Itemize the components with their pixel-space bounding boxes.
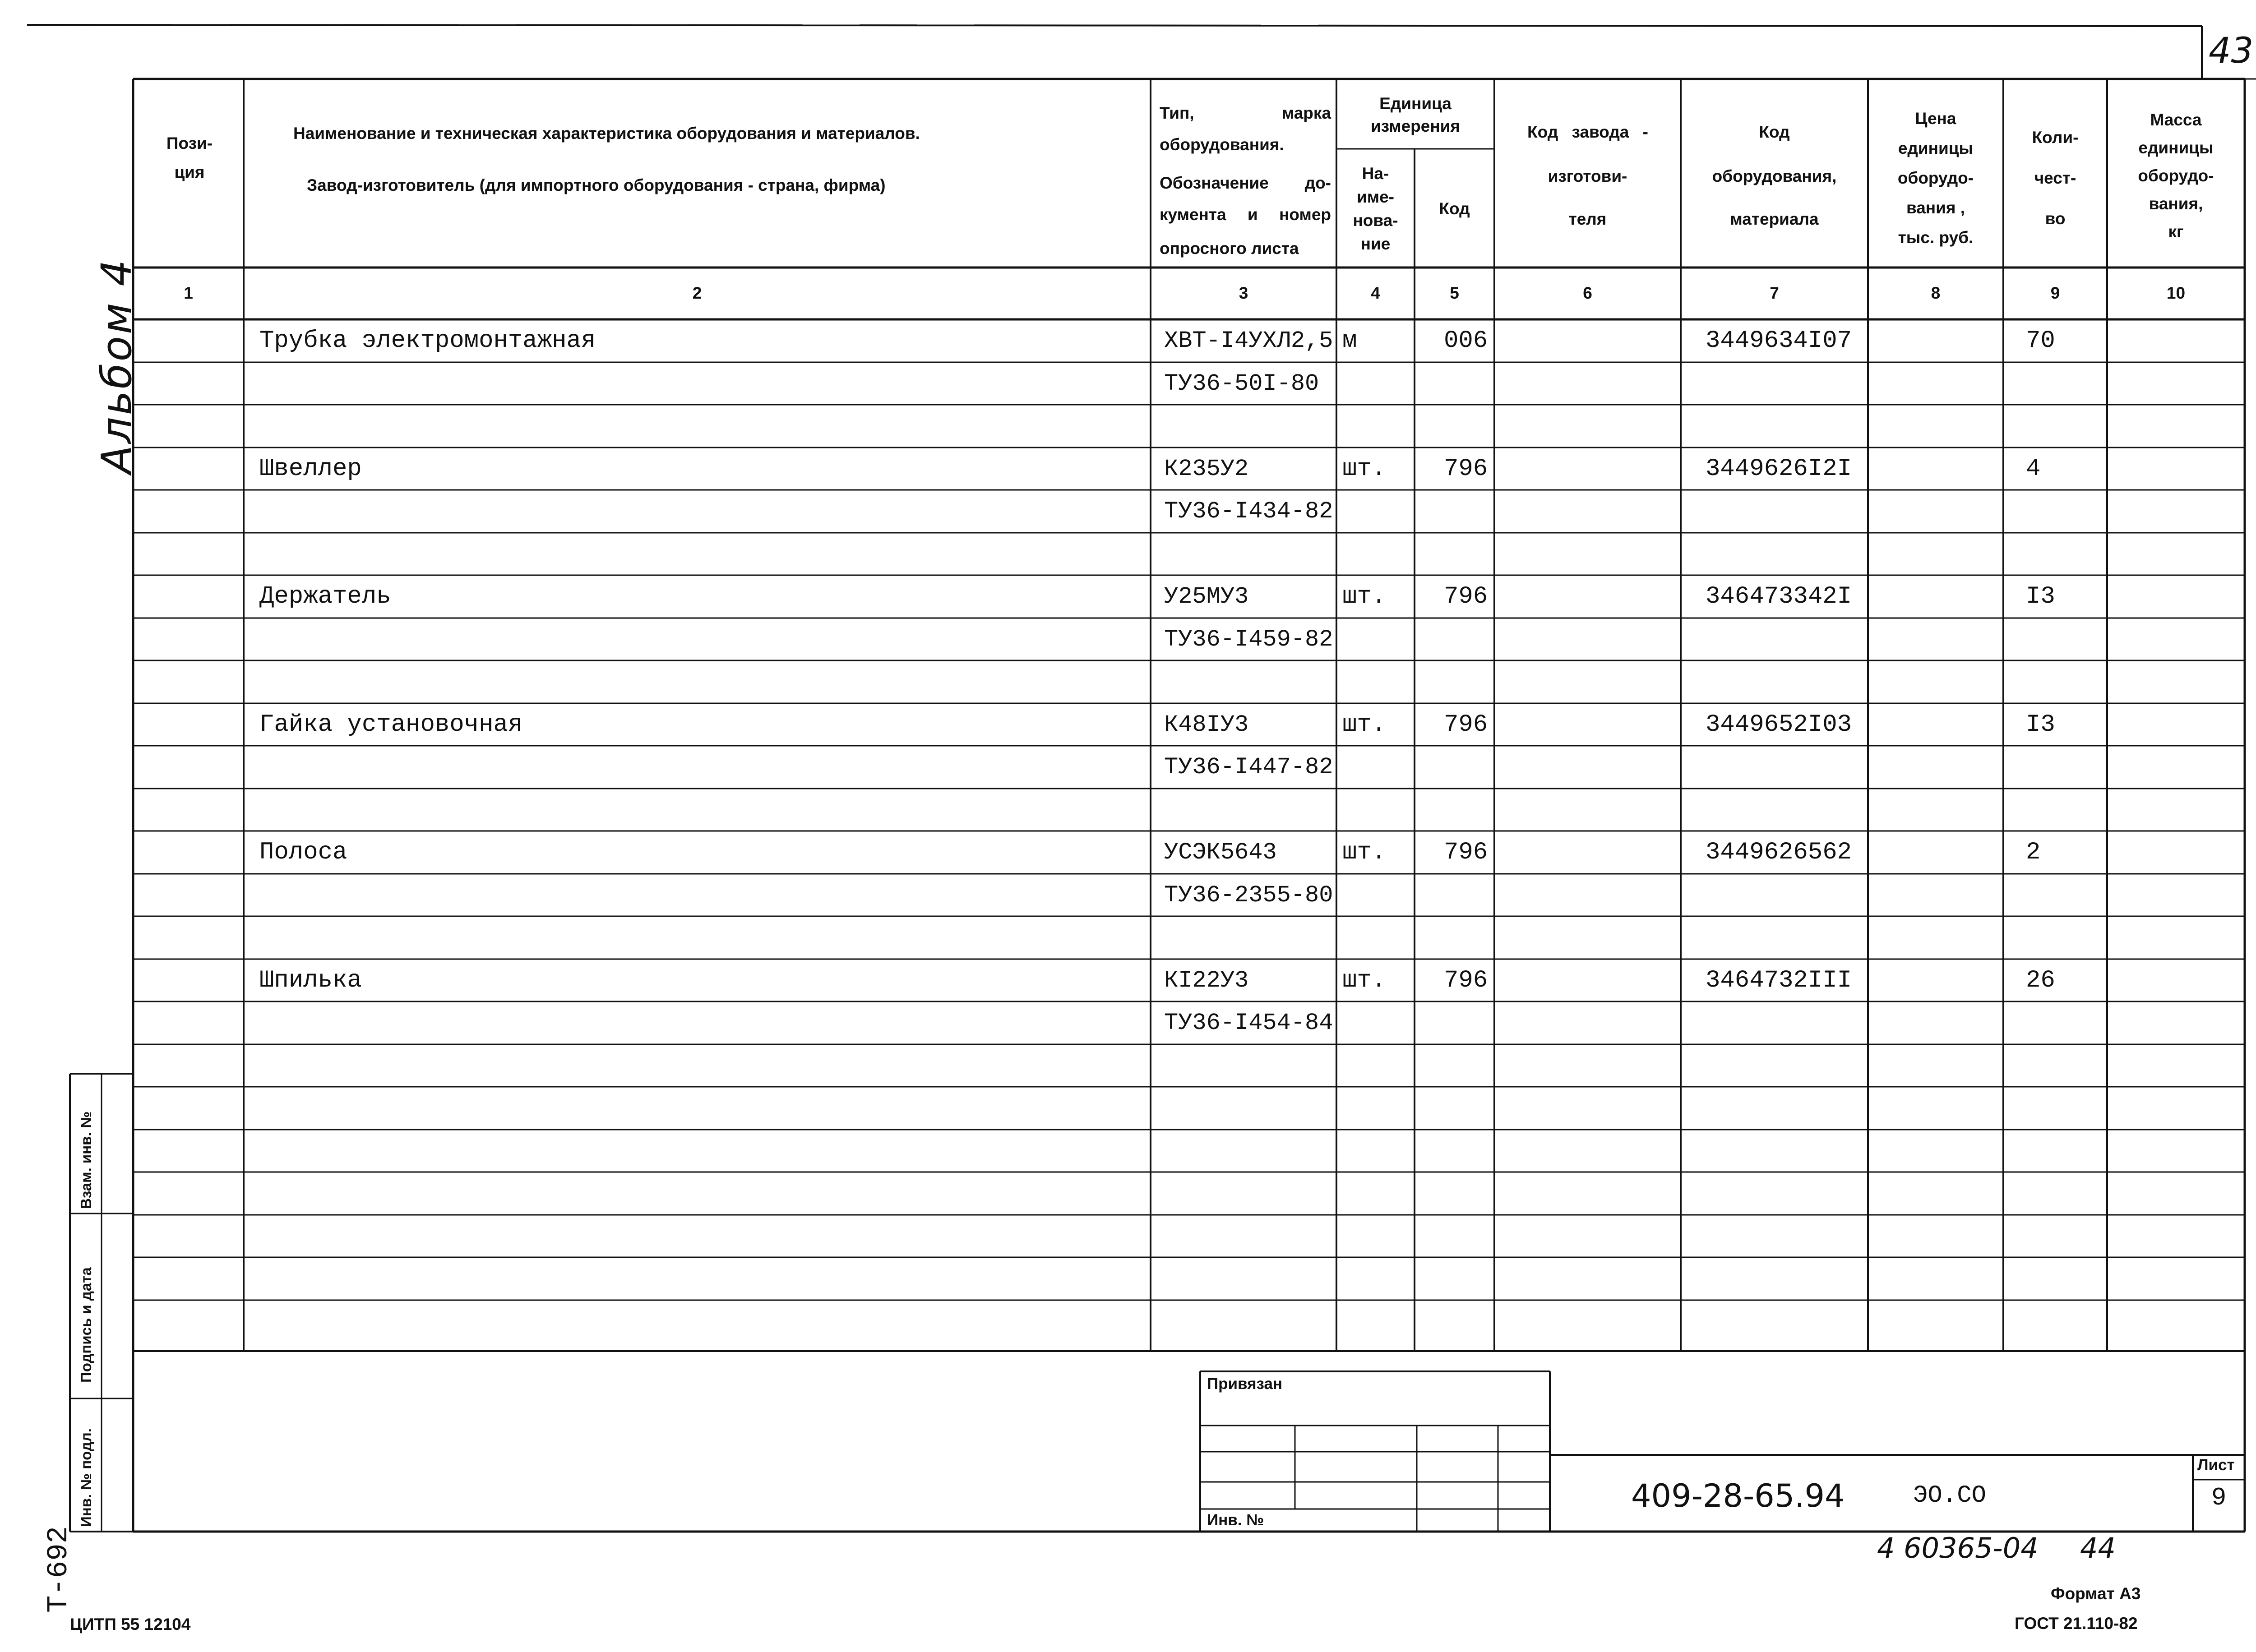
column-number-3: 3 <box>1239 284 1248 302</box>
header-name-line2: Завод-изготовитель (для импортного оборудования - страна, фирма) <box>307 176 886 194</box>
item-doc: ТУ36-I459-82 <box>1164 626 1333 653</box>
item-type: К48IУ3 <box>1164 711 1249 738</box>
column-number-2: 2 <box>692 284 702 302</box>
item-unit: шт. <box>1342 839 1387 866</box>
footer-left: ЦИТП 55 12104 <box>70 1615 191 1634</box>
header-price: Цена единицы оборудо- вания , тыс. руб. <box>1897 109 1974 247</box>
item-unit-code: 796 <box>1444 455 1488 483</box>
column-number-1: 1 <box>184 284 193 302</box>
header-code-line1: Код <box>1759 123 1790 141</box>
title-designation: 409-28-65.94 <box>1631 1477 1845 1514</box>
header-unit-group: Единица измерения <box>1370 94 1461 135</box>
item-qty: 26 <box>2026 967 2055 994</box>
gost-label: ГОСТ 21.110-82 <box>2015 1614 2138 1633</box>
item-unit-code: 796 <box>1444 839 1488 866</box>
column-number-10: 10 <box>2166 284 2186 302</box>
title-inv-no: Инв. № <box>1207 1511 1264 1529</box>
item-doc: ТУ36-I447-82 <box>1164 754 1333 780</box>
header-position: Пози- ция <box>166 134 213 181</box>
item-code: 3464732III <box>1706 967 1852 994</box>
column-number-7: 7 <box>1770 284 1779 302</box>
header-name-line1: Наименование и техническая характеристика оборудования и материалов. <box>293 124 920 143</box>
title-privyazan: Привязан <box>1207 1375 1283 1393</box>
header-code-line3: материала <box>1730 210 1819 228</box>
item-name: Швеллер <box>259 455 362 483</box>
stamp-inv-podl: Инв. № подл. <box>78 1428 94 1527</box>
item-qty: I3 <box>2026 583 2055 610</box>
item-qty: I3 <box>2026 711 2055 738</box>
header-type-line1: Тип, марка <box>1160 104 1331 122</box>
header-code-line2: оборудования, <box>1712 167 1837 185</box>
item-doc: ТУ36-I434-82 <box>1164 498 1333 525</box>
header-unit-code: Код <box>1439 199 1470 218</box>
title-list-number: 9 <box>2211 1483 2227 1512</box>
item-type: ХВТ-I4УХЛ2,5 <box>1164 328 1333 354</box>
left-code: Т-692 <box>43 1526 75 1613</box>
column-number-4: 4 <box>1371 284 1380 302</box>
item-unit-code: 796 <box>1444 711 1488 738</box>
format-label: Формат А3 <box>2051 1584 2141 1603</box>
item-qty: 70 <box>2026 327 2055 355</box>
header-quantity: Коли- чест- во <box>2032 128 2079 228</box>
stamp-vzam: Взам. инв. № <box>78 1111 94 1209</box>
header-factory-line1: Код завода - <box>1527 123 1648 141</box>
item-doc: ТУ36-50I-80 <box>1164 370 1319 397</box>
header-mass: Масса единицы оборудо- вания, кг <box>2138 111 2214 241</box>
header-type-line5: опросного листа <box>1160 239 1299 258</box>
handwritten-code: 4 60365-04 <box>1877 1532 2039 1564</box>
header-type-line2: оборудования. <box>1160 135 1284 154</box>
item-type: К235У2 <box>1164 456 1249 482</box>
item-qty: 4 <box>2026 455 2041 483</box>
album-label: Альбом 4 <box>92 258 141 474</box>
item-type: УСЭК5643 <box>1164 839 1277 866</box>
item-unit-code: 796 <box>1444 583 1488 610</box>
item-doc: ТУ36-I454-84 <box>1164 1010 1333 1036</box>
item-unit: шт. <box>1342 711 1387 738</box>
title-list-label: Лист <box>2197 1456 2235 1474</box>
item-type: КI22У3 <box>1164 967 1249 994</box>
item-name: Шпилька <box>259 967 362 994</box>
item-unit: шт. <box>1342 967 1387 994</box>
item-name: Трубка электромонтажная <box>259 327 596 355</box>
column-number-9: 9 <box>2050 284 2060 302</box>
item-unit: шт. <box>1342 455 1387 483</box>
header-type-line3: Обозначение до- <box>1160 174 1331 192</box>
header-type-line4: кумента и номер <box>1160 205 1331 224</box>
item-name: Полоса <box>259 839 347 866</box>
item-code: 3449634I07 <box>1706 327 1852 355</box>
item-unit: шт. <box>1342 583 1387 610</box>
item-name: Гайка установочная <box>259 711 523 738</box>
item-code: 3449652I03 <box>1706 711 1852 738</box>
column-number-8: 8 <box>1931 284 1941 302</box>
item-doc: ТУ36-2355-80 <box>1164 882 1333 909</box>
item-qty: 2 <box>2026 839 2041 866</box>
handwritten-page: 44 <box>2080 1532 2116 1564</box>
item-unit-code: 796 <box>1444 967 1488 994</box>
title-mark: ЭО.СО <box>1913 1482 1987 1509</box>
page-number: 43 <box>2209 31 2254 71</box>
item-unit: м <box>1342 327 1357 355</box>
item-name: Держатель <box>259 583 391 610</box>
item-code: 3449626I2I <box>1706 455 1852 483</box>
stamp-podpis: Подпись и дата <box>78 1267 94 1383</box>
item-code: 346473342I <box>1706 583 1852 610</box>
item-type: У25МУ3 <box>1164 583 1249 610</box>
column-number-6: 6 <box>1583 284 1592 302</box>
item-code: 3449626562 <box>1706 839 1852 866</box>
header-factory-line3: теля <box>1568 210 1607 228</box>
header-unit-name: На- име- нова- ние <box>1353 164 1398 253</box>
item-unit-code: 006 <box>1444 327 1488 355</box>
column-number-5: 5 <box>1450 284 1459 302</box>
header-factory-line2: изготови- <box>1548 167 1627 185</box>
